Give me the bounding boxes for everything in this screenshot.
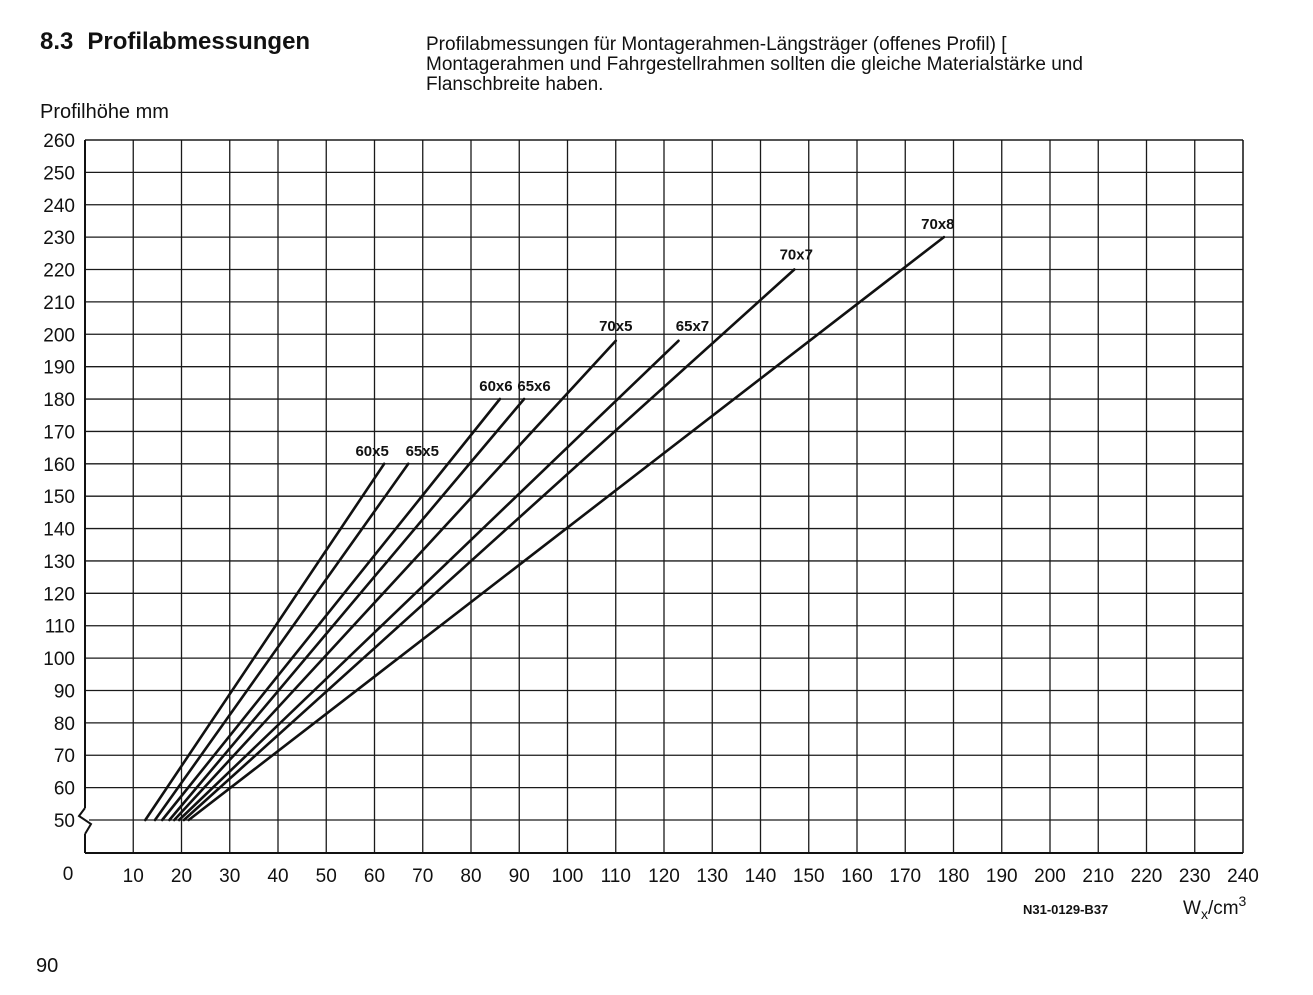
y-tick-label: 200	[43, 325, 75, 347]
x-tick-label: 200	[1034, 866, 1066, 887]
y-tick-label: 150	[43, 487, 75, 509]
series-line-60x6	[162, 399, 500, 820]
axis-break-icon	[79, 808, 91, 834]
series-label: 65x5	[405, 442, 439, 460]
x-tick-label: 120	[648, 866, 680, 887]
series-label: 70x8	[921, 216, 955, 234]
x-tick-label: 210	[1082, 866, 1115, 887]
section-title: Profilabmessungen	[87, 28, 311, 55]
chart-labels	[40, 101, 1259, 922]
x-tick-label: 240	[1227, 866, 1259, 887]
section-number: 8.3	[40, 28, 74, 55]
series-label: 60x5	[355, 442, 389, 460]
y-tick-label: 210	[43, 292, 75, 314]
y-tick-label: 100	[43, 649, 75, 671]
description-line: Flanschbreite haben.	[426, 74, 604, 95]
series-line-70x7	[184, 270, 794, 821]
x-tick-label: 40	[267, 866, 289, 887]
y-tick-label: 130	[43, 551, 75, 573]
chart-grid	[79, 140, 1243, 853]
x-tick-label: 80	[460, 866, 482, 887]
series-label: 70x5	[599, 317, 633, 335]
y-tick-label: 140	[43, 519, 75, 541]
y-tick-label: 190	[43, 357, 75, 379]
y-tick-label: 170	[43, 422, 75, 444]
y-tick-label: 260	[43, 131, 75, 152]
y-tick-label: 250	[43, 163, 75, 185]
x-tick-label: 110	[600, 866, 631, 887]
description-line: Montagerahmen und Fahrgestellrahmen sollten die gleiche Materialstärke und	[426, 54, 1083, 75]
series-label: 65x7	[675, 317, 710, 335]
series-label: 60x6	[479, 378, 513, 396]
x-tick-label: 220	[1130, 866, 1163, 887]
x-tick-label: 70	[412, 866, 434, 887]
y-tick-label: 110	[44, 616, 75, 638]
series-line-65x7	[179, 341, 678, 820]
y-tick-label: 160	[43, 454, 75, 476]
page-number: 90	[36, 955, 59, 977]
x-tick-label: 30	[219, 866, 241, 887]
x-tick-label: 10	[122, 866, 144, 887]
x-tick-label: 60	[363, 866, 386, 887]
y-tick-label: 230	[43, 228, 75, 250]
y-tick-label: 80	[53, 713, 75, 735]
series-label: 70x7	[779, 246, 813, 264]
y-tick-label: 180	[43, 390, 75, 412]
y-axis-label: Profilhöhe mm	[40, 101, 169, 123]
x-tick-label: 160	[841, 866, 873, 887]
x-tick-label: 180	[937, 866, 970, 887]
x-tick-label: 190	[985, 866, 1018, 887]
x-tick-label: 230	[1178, 866, 1211, 887]
x-tick-label: 140	[744, 866, 777, 887]
y-tick-label: 120	[43, 584, 75, 606]
x-tick-label: 150	[792, 866, 825, 887]
x-tick-label: 100	[551, 866, 584, 887]
figure-id: N31-0129-B37	[1023, 902, 1109, 917]
x-axis-label: $W_x/cm^3$	[1183, 893, 1247, 922]
y-tick-label: 220	[43, 260, 75, 282]
y-tick-label: 50	[53, 811, 75, 832]
series-line-70x5	[174, 341, 616, 820]
series-label: 65x6	[517, 378, 551, 396]
y-tick-label: 70	[53, 746, 75, 768]
series-line-65x5	[155, 464, 408, 820]
y-tick-label: 60	[53, 778, 75, 800]
origin-label: 0	[62, 864, 74, 885]
x-tick-label: 50	[315, 866, 337, 887]
x-tick-label: 170	[889, 866, 922, 887]
x-tick-label: 90	[508, 866, 530, 887]
description-line: Profilabmessungen für Montagerahmen-Längsträger (offenes Profil) [	[426, 34, 1007, 55]
x-tick-label: 130	[696, 866, 729, 887]
y-tick-label: 90	[53, 681, 75, 703]
y-tick-label: 240	[43, 195, 75, 217]
x-tick-label: 20	[170, 866, 193, 887]
